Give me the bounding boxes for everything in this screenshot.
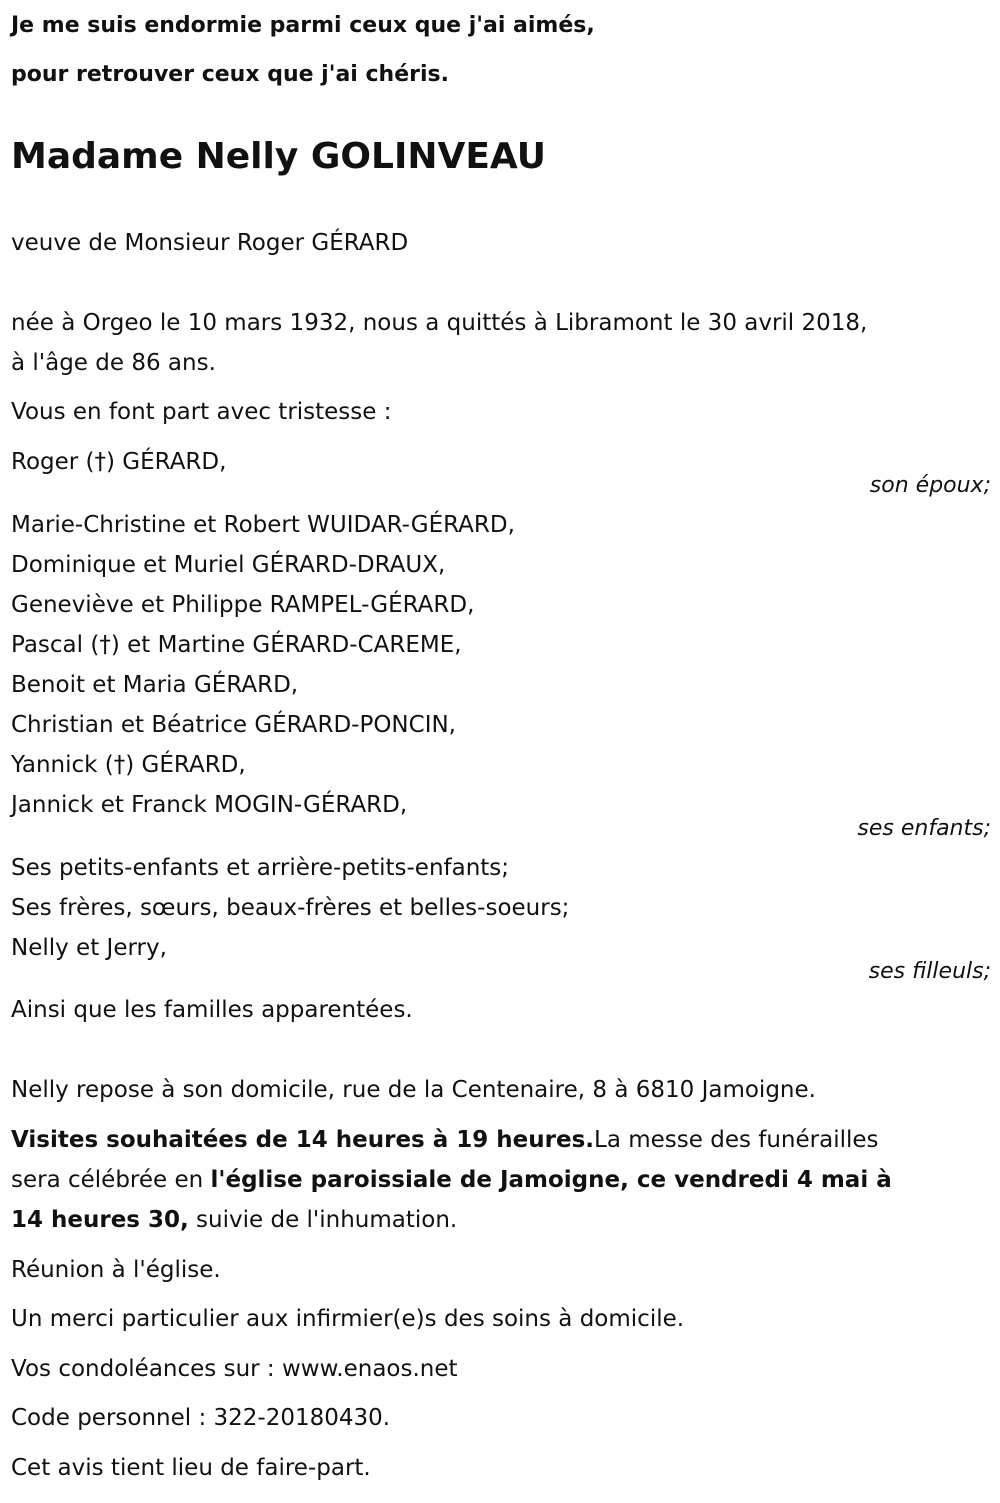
godchildren-names: Nelly et Jerry, — [11, 935, 167, 961]
funeral-line-3 — [11, 1206, 457, 1234]
spouse-role: son époux; — [869, 473, 991, 498]
spouse-name: Roger (†) GÉRARD, — [11, 449, 227, 475]
child-name: Jannick et Franck MOGIN-GÉRARD, — [11, 792, 408, 818]
condolences-line: Vos condoléances sur : www.enaos.net — [11, 1356, 458, 1382]
child-name: Geneviève et Philippe RAMPEL-GÉRARD, — [11, 592, 475, 618]
epigraph-line-2: pour retrouver ceux que j'ai chéris. — [11, 62, 449, 87]
mass-intro: La messe des funérailles — [594, 1127, 879, 1153]
child-name: Dominique et Muriel GÉRARD-DRAUX, — [11, 552, 446, 578]
funeral-line-1 — [11, 1126, 879, 1154]
rests-at-line: Nelly repose à son domicile, rue de la Centenaire, 8 à 6810 Jamoigne. — [11, 1077, 816, 1103]
child-name: Yannick (†) GÉRARD, — [11, 752, 246, 778]
families-line: Ainsi que les familles apparentées. — [11, 997, 413, 1023]
grandchildren-line: Ses petits-enfants et arrière-petits-enfants; — [11, 855, 510, 881]
birth-death-line-2: à l'âge de 86 ans. — [11, 350, 216, 376]
funeral-line-2 — [11, 1166, 892, 1194]
children-role: ses enfants; — [857, 816, 991, 841]
epigraph-line-1: Je me suis endormie parmi ceux que j'ai aimés, — [11, 13, 595, 38]
celebrated-in: sera célébrée en — [11, 1167, 211, 1193]
widow-of: veuve de Monsieur Roger GÉRARD — [11, 230, 409, 256]
thanks-line: Un merci particulier aux infirmier(e)s des soins à domicile. — [11, 1306, 685, 1332]
siblings-line: Ses frères, sœurs, beaux-frères et belles-soeurs; — [11, 895, 570, 921]
funeral-time: 14 heures 30, — [11, 1207, 189, 1233]
church-date: l'église paroissiale de Jamoigne, ce vendredi 4 mai à — [210, 1167, 892, 1193]
burial-note: suivie de l'inhumation. — [188, 1207, 458, 1233]
meeting-line: Réunion à l'église. — [11, 1257, 221, 1283]
child-name: Pascal (†) et Martine GÉRARD-CAREME, — [11, 632, 462, 658]
birth-death-line-1: née à Orgeo le 10 mars 1932, nous a quittés à Libramont le 30 avril 2018, — [11, 310, 868, 336]
visits-hours: Visites souhaitées de 14 heures à 19 heures. — [11, 1127, 595, 1153]
child-name: Benoit et Maria GÉRARD, — [11, 672, 299, 698]
code-line: Code personnel : 322-20180430. — [11, 1405, 391, 1431]
godchildren-role: ses filleuls; — [868, 959, 991, 984]
notice-line: Cet avis tient lieu de faire-part. — [11, 1455, 371, 1481]
deceased-name: Madame Nelly GOLINVEAU — [11, 136, 546, 177]
child-name: Marie-Christine et Robert WUIDAR-GÉRARD, — [11, 512, 515, 538]
child-name: Christian et Béatrice GÉRARD-PONCIN, — [11, 712, 456, 738]
announce-line: Vous en font part avec tristesse : — [11, 399, 392, 425]
